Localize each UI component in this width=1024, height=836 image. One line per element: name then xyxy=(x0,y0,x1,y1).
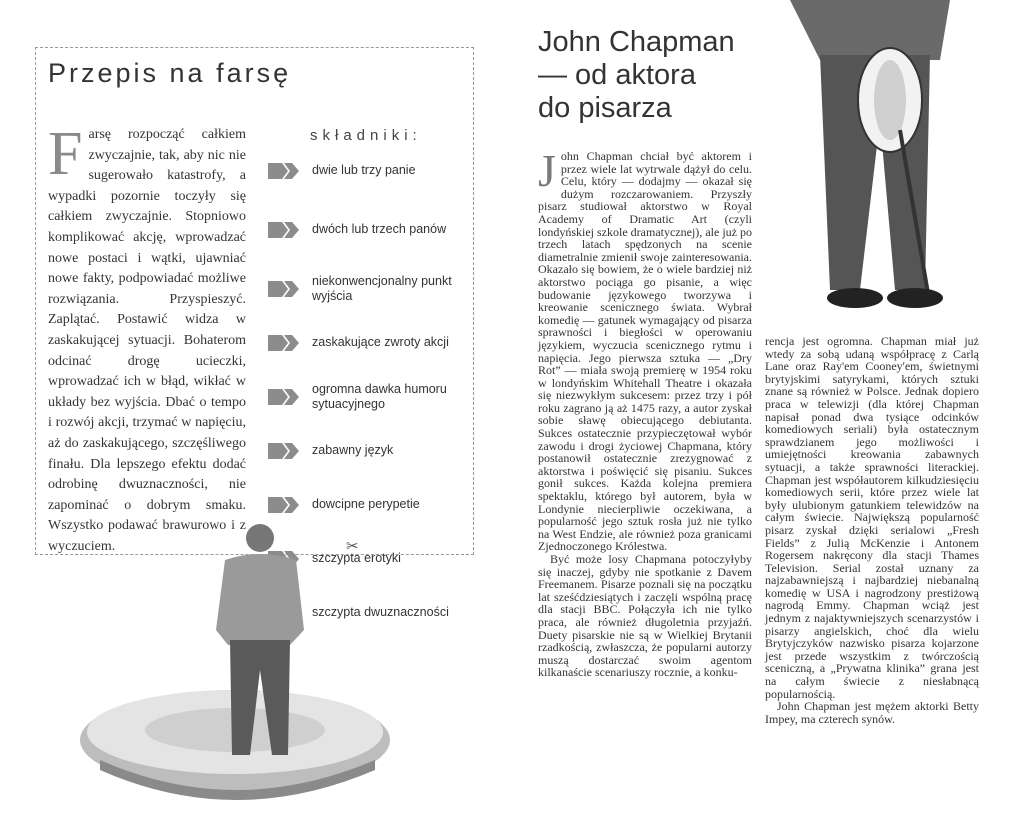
double-arrow-icon xyxy=(268,441,300,461)
article-column-1 xyxy=(538,145,752,680)
ingredient-label: dwóch lub trzech panów xyxy=(312,222,447,237)
man-on-pedestal-illustration xyxy=(60,520,390,810)
ingredient-label: zabawny język xyxy=(312,443,394,458)
ingredient-item xyxy=(268,435,468,467)
article-title-line: John Chapman xyxy=(538,26,735,58)
article-title-line: do pisarza xyxy=(538,92,672,124)
ingredient-label: ogromna dawka humoru sytuacyjnego xyxy=(312,381,447,411)
ingredient-label: dowcipne perypetie xyxy=(312,497,420,512)
ingredient-label: niekonwencjonalny punkt wyjścia xyxy=(312,273,452,303)
ingredient-item xyxy=(268,327,468,359)
double-arrow-icon xyxy=(268,279,300,299)
man-with-hat-illustration xyxy=(780,0,960,320)
article-column-2 xyxy=(765,335,979,725)
article-title-line: — od aktora xyxy=(538,59,696,91)
ingredient-label: dwie lub trzy panie xyxy=(312,163,416,178)
recipe-title: Przepis na farsę xyxy=(48,58,292,88)
double-arrow-icon xyxy=(268,333,300,353)
article-paragraph: John Chapman jest mężem aktorki Betty Impey, ma czterech synów. xyxy=(765,699,979,726)
double-arrow-icon xyxy=(268,495,300,515)
ingredients-heading: składniki: xyxy=(310,127,422,144)
double-arrow-icon xyxy=(268,161,300,181)
article-paragraph: Być może losy Chapmana potoczyłyby się inaczej, gdyby nie spotkanie z Davem Freemanem. Pisarze poznali się na początku lat sześćdziesiątych i zaczęli wspólną pracę dla stacji BBC. Połączyła ich nie tylko praca, ale również długoletnia przyjaźń. Duety pisarskie nie są w Wielkiej Brytanii rzadkością, zwłaszcza, że popularni autorzy muszą dostarczać swoim agentom kilkanaście scenariuszy rocznie, a konku- xyxy=(538,552,752,680)
recipe-dropcap: F xyxy=(48,120,83,188)
article-title xyxy=(538,26,735,125)
double-arrow-icon xyxy=(268,387,300,407)
article-paragraph: rencja jest ogromna. Chapman miał już wtedy za sobą udaną współpracę z Carlą Lane oraz Ray'em Cooney'em, świetnymi brytyjskimi satyrykami, których sztuki znane są również w Polsce. Jednak dopiero praca w telewizji (dla której Chapman napisał ponad dwa tysiące odcinków komediowych seriali) była ostatecznym sprawdzianem jego możliwości i umiejętności kreowania zabawnych sytuacji, a także sprawności literackiej. Chapman jest współautorem kilkudziesięciu komediowych serii, które przez wiele lat były ulubionym gatunkiem telewidzów na całym świecie. Największą popularność pisarz zyskał dzięki serialowi „Fresh Fields” z Julią McKenzie i Antonem Rogersem nakręcony dla stacji Thames Television. Serial został uznany za najzabawniejszą i najbardziej niebanalną komedię w USA i nagrodzony prestiżową nagrodą Emmy. Chapman wciąż jest jednym z najaktywniejszych scenarzystów i pisarzy angielskich, choć dla wielu Brytyjczyków nazwisko pisarza kojarzone jest przede wszystkim z twórczością sceniczną, a „Prywatna klinika” grana jest na całym świecie z niesłabnącą popularnością. xyxy=(765,334,979,701)
ingredient-item xyxy=(268,214,468,246)
ingredient-item xyxy=(268,273,468,305)
recipe-body: arsę rozpocząć całkiem zwyczajnie, tak, aby nic nie sugerowało katastrofy, a wypadki pozornie toczyły się całkiem zwyczajnie. Stopniowo komplikować akcję, wprowadzać nowe postaci i wątki, ujawniać nowe fakty, podpowiadać możliwe rozwiązania. Przyspieszyć. Zaplątać. Postawić widza w zaskakującej sytuacji. Bohaterom odcinać drogę ucieczki, wprowadzać ich w błąd, wikłać w układy bez wyjścia. Dbać o tempo i rozwój akcji, trzymać w napięciu, aż do zaskakującego, szczęśliwego finału. Dla lepszego efektu dodać odrobinę dwuznaczności, nie zapominać o dobrym smaku. Wszystko podawać brawurowo i z wyczuciem. xyxy=(48,127,246,554)
article-paragraph: ohn Chapman chciał być aktorem i przez wiele lat wytrwale dążył do celu. Celu, który — dodajmy — okazał się dużym rozczarowaniem. Przyszły pisarz studiował aktorstwo w Royal Academy of Dramatic Art (czyli londyńskiej szkole dramatycznej), ale już po trzech latach spędzonych na scenie diametralnie zmienił swoje zainteresowania. Okazało się bowiem, że o wiele bardziej niż aktorstwo pociąga go pisanie, a więc budowanie językowego tworzywa i kreowanie scenicznego świata. Wybrał komedię — gatunek wymagający od pisarza sprawności i biegłości w operowaniu językiem, wyczucia scenicznego rytmu i napięcia. Jego pierwsza sztuka — „Dry Rot” — miała swoją premierę w 1954 roku w londyńskim Whitehall Theatre i okazała się niezwykłym sukcesem: przez trzy i pół roku zagrano ją aż 1475 razy, a autor zyskał sobie sławę obiecującego debiutanta. Sukces ostatecznie przypieczętował wybór zawodu i drogi życiowej Chapmana, który postanowił ostatecznie zrezygnować z aktorstwa i poświęcić się pisaniu. Sukces gonił sukces. Każda kolejna premiera spektaklu, którego był autorem, była w Londynie niecierpliwie oczekiwana, a popularność jego sztuk rosła już nie tylko na West Endzie, ale również poza granicami Zjednoczonego Królestwa. xyxy=(538,149,752,554)
ingredient-label: szczypta erotyki xyxy=(312,551,401,566)
scissors-icon: ✂ xyxy=(346,539,359,555)
double-arrow-icon xyxy=(268,220,300,240)
ingredient-label: zaskakujące zwroty akcji xyxy=(312,335,449,350)
recipe-text xyxy=(48,120,246,557)
article-dropcap: J xyxy=(538,145,556,196)
ingredient-label: szczypta dwuznaczności xyxy=(312,605,449,620)
ingredient-item xyxy=(268,155,468,187)
ingredient-item xyxy=(268,489,468,521)
ingredient-item xyxy=(268,381,468,413)
